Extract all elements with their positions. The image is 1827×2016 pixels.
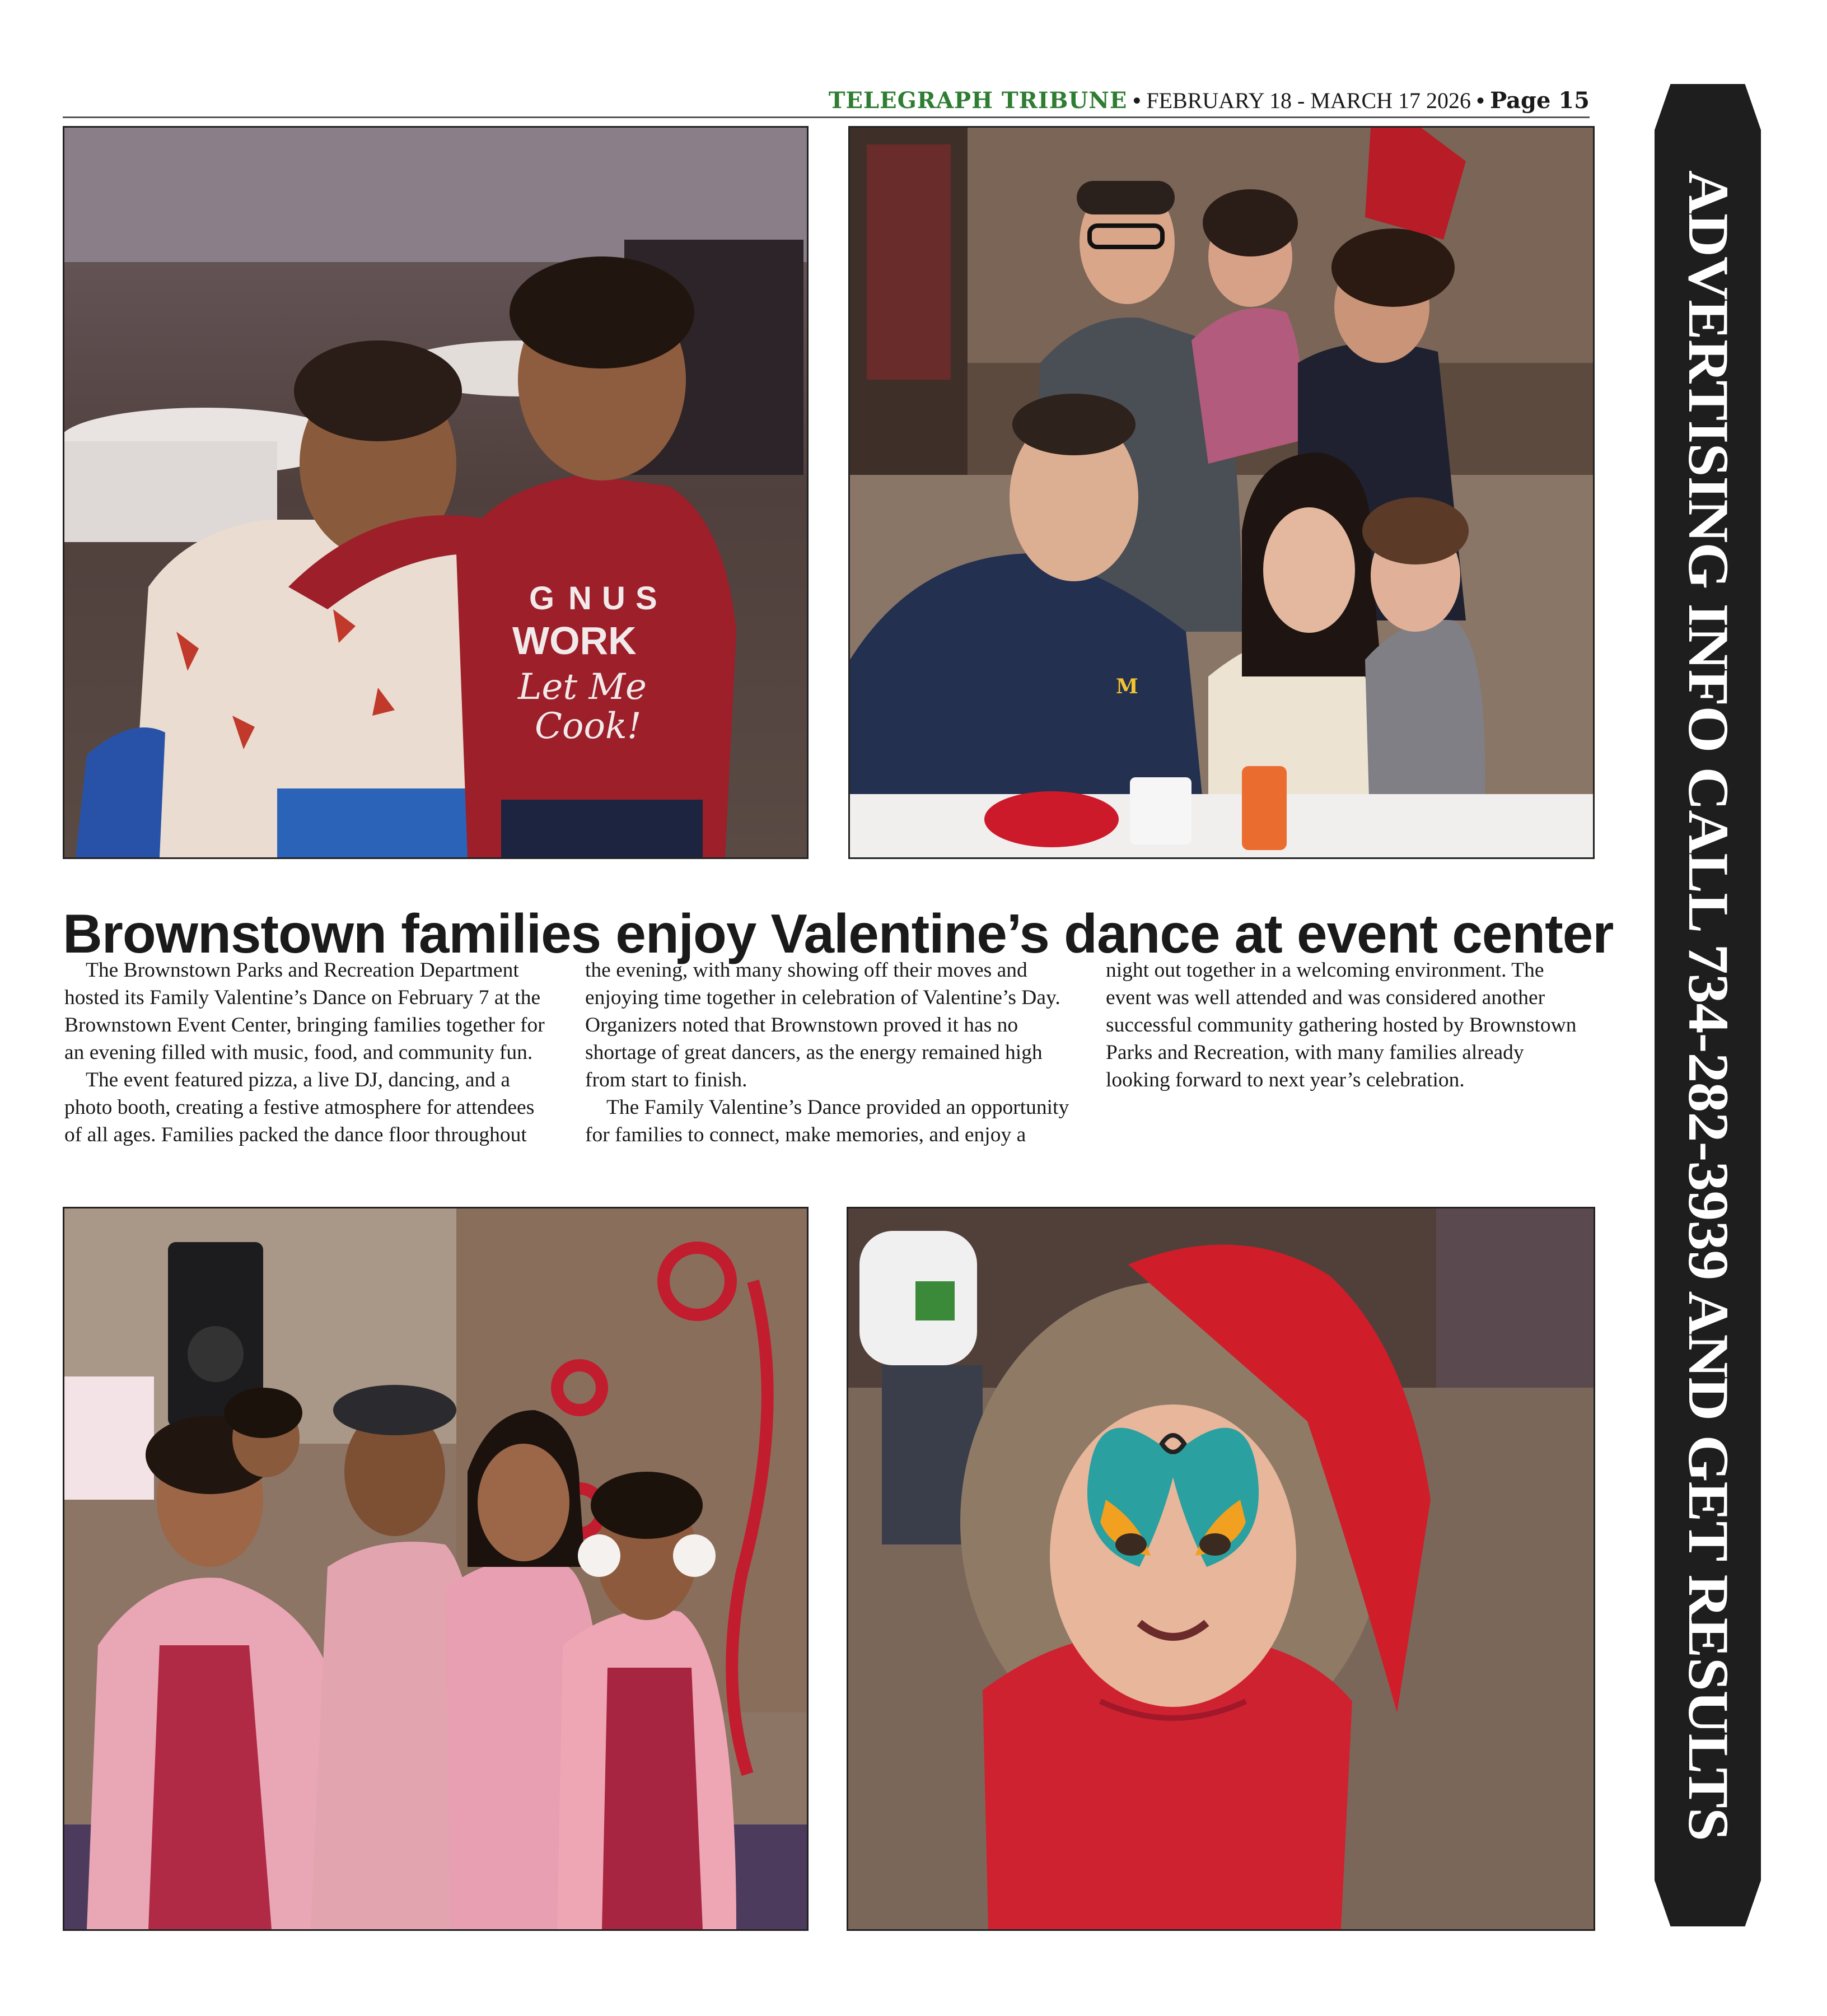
header-bullet-2: • [1476,87,1485,113]
photo-family-pink [63,1207,809,1931]
photo-girl-facepaint [847,1207,1595,1931]
paper-name: TELEGRAPH TRIBUNE [828,87,1128,114]
page-number: Page 15 [1490,87,1590,114]
shirt-word-u: U [602,580,625,617]
article-paragraph-2: The event featured pizza, a live DJ, dancing, and a photo booth, creating a festive atmosphere for attendees of all ages. Families packed the dance floor throughout the evening, with many showing off their moves and enjoying time together in celebration of Valentine’s Day. Organizers noted that Brownstown proved it has no shortage of great dancers, as the energy remained high from start to finish. [64,959,1060,1146]
date-range: FEBRUARY 18 - MARCH 17 2026 [1146,87,1471,113]
photo-two-boys [63,126,809,859]
advertising-sidebar-text-box [1655,84,1761,1926]
advertising-sidebar-text: ADVERTISING INFO CALL 734-282-3939 AND GET RESULTS [1676,170,1740,1841]
page-header [63,84,1590,118]
photo-family-table [848,126,1595,859]
shirt-word-s: S [636,580,657,617]
article-headline: Brownstown families enjoy Valentine’s dance at event center [63,902,1614,964]
shirt-word-work: WORK [512,619,637,662]
article-paragraph-1: The Brownstown Parks and Recreation Department hosted its Family Valentine’s Dance on February 7 at the Brownstown Event Center, bringing families together for an evening filled with music, food, and community fun. [64,959,545,1064]
shirt-word-cook: Cook! [535,706,642,747]
sweater-logo: M [1116,675,1138,698]
article-paragraph-3: The Family Valentine’s Dance provided an opportunity for families to connect, make memories, and enjoy a night out together in a welcoming environment. The event was well attended and was considered another successful community gathering hosted by Brownstown Parks and Recreation, with many families already looking forward to next year’s celebration. [585,959,1577,1146]
photo-girl-facepaint-image [848,1208,1594,1929]
shirt-word-letme: Let Me [518,666,647,708]
shirt-word-gnus: G [529,580,555,617]
shirt-word-n: N [568,580,592,617]
photo-family-pink-image [64,1208,807,1929]
photo-family-table-image [850,128,1593,857]
photo-two-boys-image [64,128,807,857]
header-bullet: • [1133,87,1141,113]
article-body [64,956,1593,1192]
